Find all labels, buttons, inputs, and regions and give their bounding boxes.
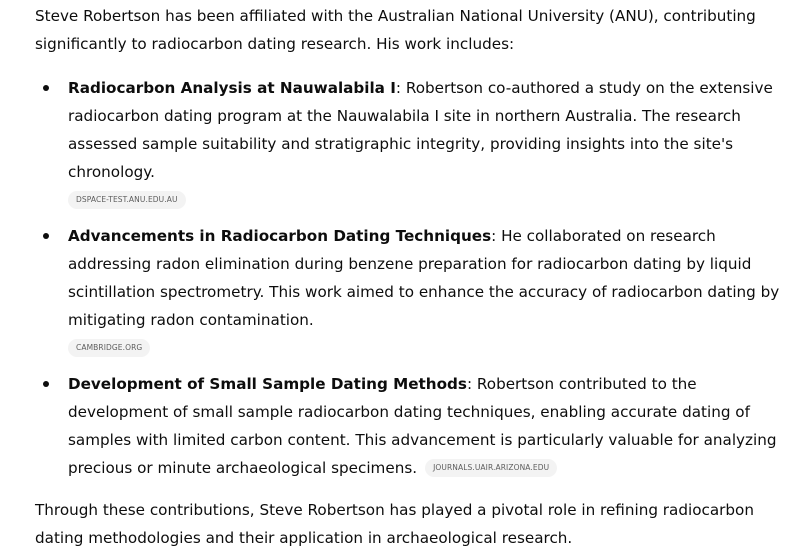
intro-paragraph: Steve Robertson has been affiliated with the Australian National University (ANU), contributing significantly to radiocarbon dating research. His work includes:: [35, 7, 756, 53]
list-item: [35, 74, 785, 214]
citation-pill[interactable]: CAMBRIDGE.ORG: [68, 339, 150, 357]
item-separator: :: [395, 79, 401, 97]
outro-paragraph: Through these contributions, Steve Robertson has played a pivotal role in refining radiocarbon dating methodologies and their application in archaeological research.: [35, 501, 754, 547]
item-text: He collaborated on research addressing radon elimination during benzene preparation for radiocarbon dating by liquid scintillation spectrometry. This work aimed to enhance the accuracy of radiocarbon dating by mitigating radon contamination.: [68, 227, 780, 329]
item-text: Robertson contributed to the development of small sample radiocarbon dating techniques, enabling accurate dating of samples with limited carbon content. This advancement is particularly valuable for analyzing precious or minute archaeological specimens.: [68, 375, 777, 477]
contributions-list: [35, 74, 785, 482]
item-separator: :: [466, 375, 473, 393]
citation-pill[interactable]: JOURNALS.UAIR.ARIZONA.EDU: [425, 459, 557, 477]
citation-pill[interactable]: DSPACE-TEST.ANU.EDU.AU: [68, 191, 186, 209]
list-item: [35, 222, 785, 362]
item-title: Advancements in Radiocarbon Dating Techniques: [68, 227, 492, 245]
list-item: [35, 370, 785, 482]
item-title: Radiocarbon Analysis at Nauwalabila I: [68, 79, 396, 97]
bullet-icon: [43, 233, 49, 239]
item-title: Development of Small Sample Dating Methods: [68, 375, 467, 393]
item-text: Robertson co-authored a study on the extensive radiocarbon dating program at the Nauwalabila I site in northern Australia. The research assessed sample suitability and stratigraphic integrity, providing insights into the site's chronology.: [68, 79, 773, 181]
bullet-icon: [43, 85, 49, 91]
item-separator: :: [491, 227, 497, 245]
bullet-icon: [43, 381, 49, 387]
